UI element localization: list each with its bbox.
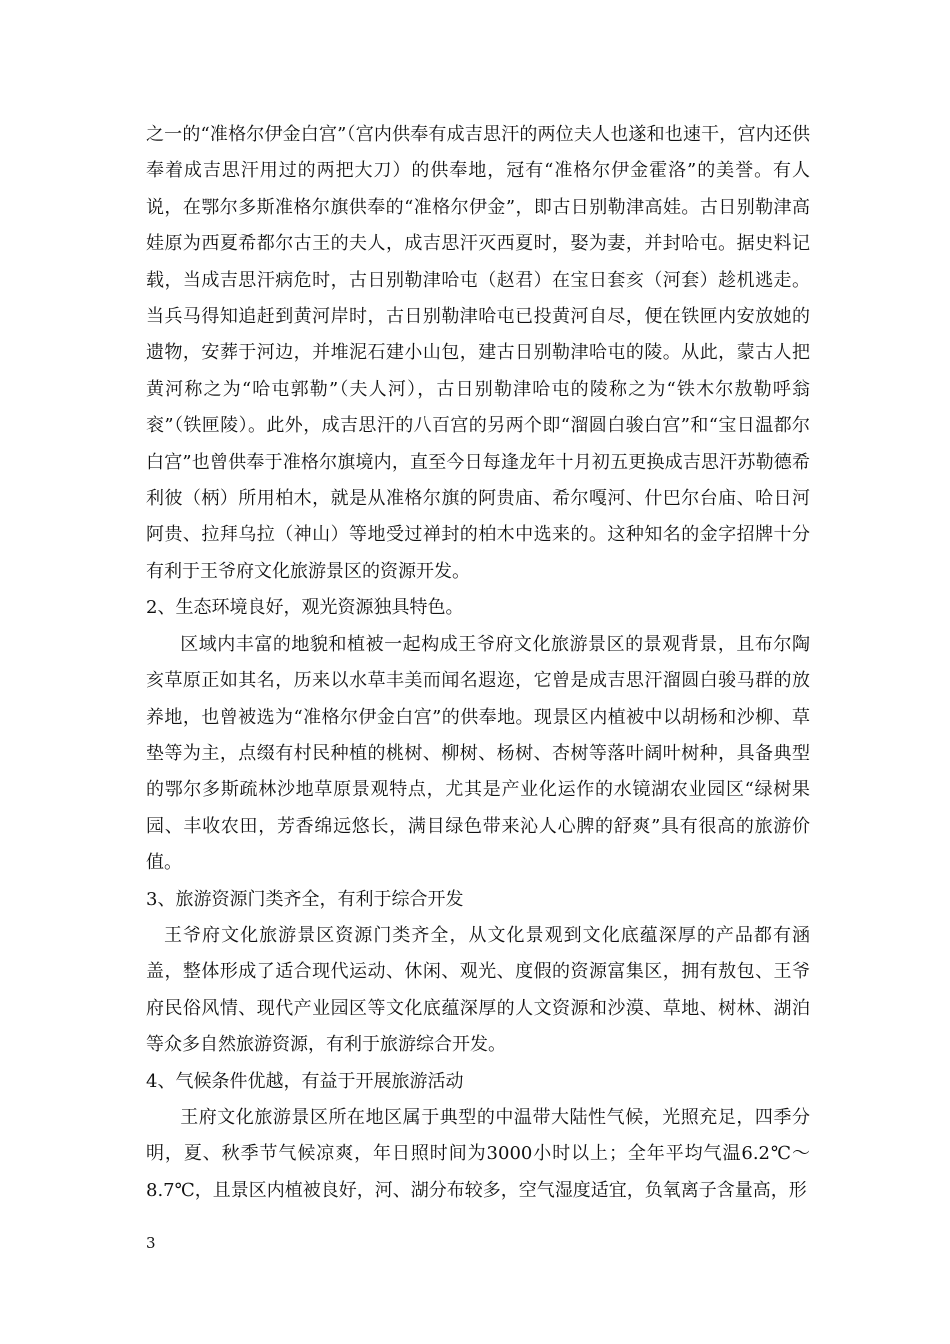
page-number: 3 <box>146 1234 156 1252</box>
section-heading-2: 2、生态环境良好，观光资源独具特色。 <box>146 597 464 619</box>
body-text <box>146 117 810 1209</box>
section-heading-4: 4、气候条件优越，有益于开展旅游活动 <box>146 1070 464 1092</box>
paragraph-continued: 之一的“准格尔伊金白宫”（宫内供奉有成吉思汗的两位夫人也遂和也速干，宫内还供奉着成吉思汗用过的两把大刀）的供奉地，冠有“准格尔伊金霍洛”的美誉。有人说，在鄂尔多斯准格尔旗供奉的“准格尔伊金”，即古日别勒津高娃。古日别勒津高娃原为西夏希都尔古王的夫人，成吉思汗灭西夏时，娶为妻，并封哈屯。据史料记载，当成吉思汗病危时，古日别勒津哈屯（赵君）在宝日套亥（河套）趁机逃走。当兵马得知追赶到黄河岸时，古日别勒津哈屯已投黄河自尽，便在铁匣内安放她的遗物，安葬于河边，并堆泥石建小山包，建古日别勒津哈屯的陵。从此，蒙古人把黄河称之为“哈屯郭勒”（夫人河），古日别勒津哈屯的陵称之为“铁木尔敖勒呼翁衮”（铁匣陵）。此外，成吉思汗的八百宫的另两个即“溜圆白骏白宫”和“宝日温都尔白宫”也曾供奉于准格尔旗境内，直至今日每逢龙年十月初五更换成吉思汗苏勒德希利彼（柄）所用柏木，就是从准格尔旗的阿贵庙、希尔嘎河、什巴尔台庙、哈日河阿贵、拉拜乌拉（神山）等地受过禅封的柏木中选来的。这种知名的金字招牌十分有利于王爷府文化旅游景区的资源开发。 <box>146 124 810 582</box>
paragraph-climate: 王府文化旅游景区所在地区属于典型的中温带大陆性气候，光照充足，四季分明，夏、秋季节气候凉爽，年日照时间为3000小时以上；全年平均气温6.2℃～8.7℃，且景区内植被良好，河、湖分布较多，空气湿度适宜，负氧离子含量高，形 <box>146 1106 810 1201</box>
paragraph-ecology: 区域内丰富的地貌和植被一起构成王爷府文化旅游景区的景观背景，且布尔陶亥草原正如其名，历来以水草丰美而闻名遐迩，它曾是成吉思汗溜圆白骏马群的放养地，也曾被选为“准格尔伊金白宫”的供奉地。现景区内植被中以胡杨和沙柳、草垫等为主，点缀有村民种植的桃树、柳树、杨树、杏树等落叶阔叶树种，具备典型的鄂尔多斯疏林沙地草原景观特点，尤其是产业化运作的水镜湖农业园区“绿树果园、丰收农田，芳香绵远悠长，满目绿色带来沁人心脾的舒爽”具有很高的旅游价值。 <box>146 633 810 874</box>
section-heading-3: 3、旅游资源门类齐全，有利于综合开发 <box>146 888 464 910</box>
paragraph-resources: 王爷府文化旅游景区资源门类齐全，从文化景观到文化底蕴深厚的产品都有涵盖，整体形成了适合现代运动、休闲、观光、度假的资源富集区，拥有敖包、王爷府民俗风情、现代产业园区等文化底蕴深厚的人文资源和沙漠、草地、树林、湖泊等众多自然旅游资源，有利于旅游综合开发。 <box>146 924 810 1056</box>
